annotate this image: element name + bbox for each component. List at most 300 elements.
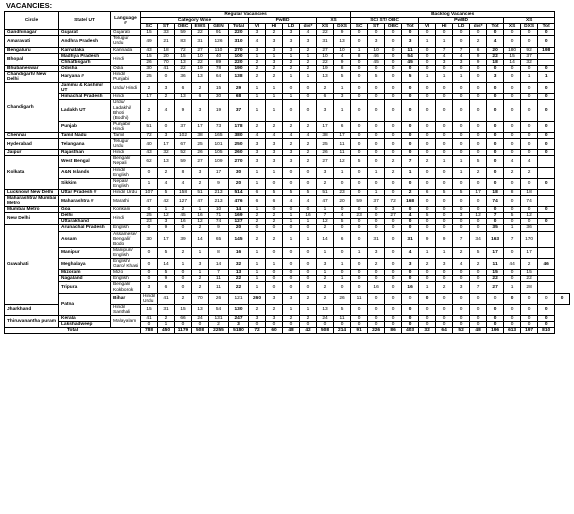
value-cell: 0 — [385, 270, 402, 276]
value-cell: 15 — [209, 83, 229, 94]
value-cell: 0 — [436, 132, 453, 138]
value-cell: 0 — [402, 121, 419, 132]
total-value-cell: 403 — [402, 328, 419, 334]
value-cell: 0 — [385, 100, 402, 121]
value-cell: 0 — [419, 94, 436, 100]
value-cell: 0 — [419, 322, 436, 328]
backlog-col-header: Tot — [538, 24, 555, 30]
circle-header: Circle — [5, 12, 59, 30]
value-cell: 32 — [158, 150, 175, 156]
value-cell: 0 — [504, 94, 521, 100]
value-cell: 4 — [158, 100, 175, 121]
value-cell: 0 — [300, 94, 317, 100]
value-cell: 0 — [487, 132, 504, 138]
value-cell: 0 — [470, 315, 487, 321]
value-cell: 0 — [300, 247, 317, 258]
value-cell: 1 — [334, 276, 351, 282]
value-cell: 0 — [368, 213, 385, 219]
value-cell: 16 — [300, 213, 317, 219]
value-cell: 0 — [385, 59, 402, 65]
state-cell: Punjab — [59, 121, 111, 132]
value-cell: 72 — [385, 196, 402, 207]
value-cell: 0 — [334, 225, 351, 231]
value-cell: 17 — [487, 247, 504, 258]
value-cell: 0 — [419, 139, 436, 150]
table-row — [5, 156, 570, 167]
state-cell: Sikkim — [59, 178, 111, 189]
value-cell: 2 — [283, 139, 300, 150]
value-cell: 18 — [487, 59, 504, 65]
state-cell: Lakshadweep — [59, 322, 111, 328]
value-cell: 100 — [229, 53, 249, 59]
value-cell: 270 — [229, 47, 249, 53]
circle-cell: Mumbai Metro — [5, 207, 59, 213]
value-cell: 0 — [402, 270, 419, 276]
value-cell: 0 — [402, 150, 419, 156]
value-cell: 46 — [368, 53, 385, 59]
value-cell: 0 — [436, 65, 453, 71]
value-cell: 0 — [385, 65, 402, 71]
value-cell: 0 — [300, 259, 317, 270]
value-cell: 25 — [192, 139, 209, 150]
value-cell: 2 — [192, 225, 209, 231]
circle-cell: Bhopal — [5, 53, 59, 65]
backlog-col-header: DXS — [521, 24, 538, 30]
value-cell: 65 — [209, 231, 229, 247]
value-cell: 1 — [249, 100, 266, 121]
value-cell: 0 — [487, 207, 504, 213]
value-cell: 7 — [402, 156, 419, 167]
value-cell: 0 — [538, 219, 555, 225]
state-cell: Kerala — [59, 315, 111, 321]
value-cell: 0 — [419, 30, 436, 36]
value-cell: 11 — [209, 282, 229, 293]
value-cell: 5 — [158, 247, 175, 258]
value-cell: 2 — [249, 304, 266, 315]
value-cell: 44 — [504, 259, 521, 270]
value-cell: 0 — [487, 121, 504, 132]
value-cell: 2 — [283, 59, 300, 65]
value-cell: 0 — [521, 94, 538, 100]
value-cell: 0 — [351, 65, 368, 71]
value-cell: 0 — [283, 100, 300, 121]
value-cell: 2 — [419, 259, 436, 270]
value-cell: 0 — [504, 270, 521, 276]
total-value-cell: 52 — [453, 328, 470, 334]
state-cell: Uttarakhand — [59, 219, 111, 225]
value-cell: 20 — [487, 47, 504, 53]
value-cell: 0 — [368, 65, 385, 71]
backlog-col-header: ST — [368, 24, 385, 30]
value-cell: 89 — [209, 59, 229, 65]
value-cell: 0 — [141, 259, 158, 270]
value-cell: 0 — [402, 30, 419, 36]
value-cell: 12 — [158, 213, 175, 219]
value-cell: 2 — [175, 293, 192, 304]
value-cell: 127 — [175, 196, 192, 207]
value-cell: 1 — [266, 259, 283, 270]
value-cell: 2 — [300, 150, 317, 156]
value-cell: 165 — [209, 132, 229, 138]
value-cell: 17 — [158, 231, 175, 247]
value-cell: 4 — [158, 178, 175, 189]
value-cell: 0 — [487, 293, 504, 304]
value-cell: 0 — [470, 71, 487, 82]
value-cell: 0 — [419, 65, 436, 71]
value-cell: 4 — [402, 213, 419, 219]
value-cell: 220 — [229, 30, 249, 36]
value-cell: 0 — [402, 315, 419, 321]
value-cell: 0 — [368, 139, 385, 150]
language-cell: Hindi — [111, 53, 141, 65]
value-cell: 3 — [249, 315, 266, 321]
value-cell: 220 — [229, 59, 249, 65]
value-cell: 514 — [229, 189, 249, 195]
value-cell: 178 — [229, 121, 249, 132]
value-cell: 32 — [229, 259, 249, 270]
total-value-cell: 508 — [192, 328, 209, 334]
value-cell: 127 — [229, 219, 249, 225]
value-cell: 1 — [300, 53, 317, 59]
value-cell: 5 — [266, 189, 283, 195]
value-cell: 9 — [470, 59, 487, 65]
value-cell: 37 — [368, 196, 385, 207]
value-cell: 14 — [317, 231, 334, 247]
regular-col-header: VI — [249, 24, 266, 30]
value-cell: 126 — [209, 36, 229, 47]
total-value-cell: 5180 — [229, 328, 249, 334]
value-cell: 3 — [334, 94, 351, 100]
value-cell: 0 — [351, 71, 368, 82]
value-cell: 1 — [249, 83, 266, 94]
value-cell: 0 — [419, 225, 436, 231]
table-row — [5, 247, 570, 258]
value-cell: 0 — [283, 259, 300, 270]
value-cell: 0 — [351, 100, 368, 121]
value-cell: 0 — [385, 322, 402, 328]
value-cell: 3 — [249, 30, 266, 36]
state-cell: Odisha — [59, 65, 111, 71]
value-cell: 101 — [209, 139, 229, 150]
circle-cell: Patna — [59, 293, 111, 315]
value-cell — [538, 247, 555, 258]
value-cell: 6 — [334, 121, 351, 132]
state-cell: Haryana # — [59, 71, 111, 82]
value-cell: 0 — [283, 167, 300, 178]
value-cell: 3 — [192, 167, 209, 178]
value-cell: 1 — [419, 71, 436, 82]
total-label: Total — [5, 328, 141, 334]
value-cell: 29 — [229, 83, 249, 94]
value-cell: 3 — [385, 207, 402, 213]
state-cell: Manipur — [59, 247, 111, 258]
value-cell: 0 — [351, 150, 368, 156]
value-cell: 0 — [158, 71, 175, 82]
xs-header: XS — [317, 18, 351, 24]
value-cell: 0 — [351, 94, 368, 100]
value-cell: 54 — [209, 304, 229, 315]
backlog-pwbd-header: PwBD — [419, 18, 504, 24]
state-cell: Arunachal Pradesh — [59, 225, 111, 231]
value-cell: 10 — [334, 47, 351, 53]
value-cell: 14 — [192, 231, 209, 247]
value-cell: 0 — [538, 150, 555, 156]
value-cell: 5 — [470, 156, 487, 167]
value-cell: 1 — [334, 100, 351, 121]
value-cell: 0 — [351, 225, 368, 231]
value-cell: 9 — [209, 178, 229, 189]
state-cell: Ladakh UT — [59, 100, 111, 121]
value-cell: 1 — [368, 189, 385, 195]
value-cell: 0 — [521, 304, 538, 315]
value-cell: 5 — [334, 304, 351, 315]
value-cell: 0 — [266, 178, 283, 189]
value-cell: 1 — [300, 219, 317, 225]
value-cell: 22 — [521, 276, 538, 282]
value-cell: 5 — [419, 213, 436, 219]
value-cell: 3 — [266, 59, 283, 65]
value-cell: 0 — [266, 282, 283, 293]
value-cell: 17 — [334, 132, 351, 138]
value-cell: 74 — [521, 196, 538, 207]
value-cell: 0 — [487, 94, 504, 100]
value-cell: 1 — [317, 270, 334, 276]
value-cell: 3 — [283, 293, 300, 304]
backlog-col-header: Tot — [402, 24, 419, 30]
value-cell: 51 — [317, 189, 334, 195]
value-cell: 0 — [141, 207, 158, 213]
circle-cell: Chandigarh — [5, 83, 59, 133]
value-cell: 4 — [283, 196, 300, 207]
circle-cell: Hyderabad — [5, 139, 59, 150]
value-cell: 1 — [249, 282, 266, 293]
value-cell: 2 — [249, 213, 266, 219]
value-cell: 1 — [141, 178, 158, 189]
value-cell: 3 — [249, 150, 266, 156]
value-cell: 23 — [334, 189, 351, 195]
value-cell: 0 — [453, 196, 470, 207]
value-cell: 0 — [402, 94, 419, 100]
value-cell: 0 — [249, 322, 266, 328]
value-cell: 0 — [453, 219, 470, 225]
value-cell: 0 — [487, 178, 504, 189]
value-cell: 40 — [141, 139, 158, 150]
value-cell: 0 — [351, 36, 368, 47]
value-cell: 0 — [385, 304, 402, 315]
value-cell: 92 — [521, 47, 538, 53]
total-value-cell: 197 — [521, 328, 538, 334]
value-cell: 3 — [453, 59, 470, 65]
value-cell: 83 — [175, 36, 192, 47]
value-cell: 0 — [453, 139, 470, 150]
language-cell: Konkani — [111, 207, 141, 213]
value-cell: 2 — [300, 59, 317, 65]
table-row — [5, 259, 570, 270]
value-cell: 4 — [504, 156, 521, 167]
value-cell: 0 — [470, 121, 487, 132]
state-cell: Bihar — [111, 293, 141, 304]
language-cell: Kannada — [111, 47, 141, 53]
value-cell: 8 — [504, 189, 521, 195]
value-cell: 0 — [487, 83, 504, 94]
circle-cell: Maharashtra/ Mumbai Metro — [5, 196, 59, 207]
value-cell: 0 — [436, 94, 453, 100]
value-cell: 0 — [317, 322, 334, 328]
value-cell: 0 — [419, 132, 436, 138]
table-row — [5, 196, 570, 207]
value-cell: 0 — [402, 219, 419, 225]
value-cell: 138 — [229, 71, 249, 82]
value-cell: 0 — [368, 150, 385, 156]
value-cell: 11 — [402, 47, 419, 53]
value-cell: 0 — [504, 71, 521, 82]
value-cell: 0 — [453, 270, 470, 276]
value-cell: 0 — [538, 132, 555, 138]
value-cell: 0 — [504, 100, 521, 121]
value-cell: 1 — [175, 259, 192, 270]
value-cell: 1 — [266, 167, 283, 178]
language-cell: Urdu/ Hindi — [111, 83, 141, 94]
value-cell: 45 — [402, 59, 419, 65]
value-cell: 45 — [368, 59, 385, 65]
language-cell: Gujarati — [111, 30, 141, 36]
value-cell: 1 — [283, 231, 300, 247]
value-cell: 16 — [175, 219, 192, 225]
value-cell: 1 — [192, 247, 209, 258]
value-cell: 6 — [334, 231, 351, 247]
value-cell: 2 — [249, 121, 266, 132]
value-cell: 0 — [402, 100, 419, 121]
state-cell: Delhi — [59, 213, 111, 219]
value-cell: 0 — [436, 315, 453, 321]
value-cell: 0 — [175, 225, 192, 231]
value-cell: 1 — [266, 94, 283, 100]
circle-cell: Gandhinagar — [5, 30, 59, 36]
value-cell: 1 — [249, 167, 266, 178]
value-cell: 0 — [249, 225, 266, 231]
value-cell: 0 — [487, 150, 504, 156]
value-cell: 476 — [229, 196, 249, 207]
value-cell: 0 — [283, 276, 300, 282]
value-cell: 0 — [368, 132, 385, 138]
value-cell: 70 — [158, 59, 175, 65]
value-cell: 1 — [419, 282, 436, 293]
value-cell: 7 — [436, 47, 453, 53]
value-cell: 1 — [158, 207, 175, 213]
value-cell: 1 — [249, 53, 266, 59]
value-cell: 2 — [300, 293, 317, 304]
value-cell: 2 — [402, 189, 419, 195]
value-cell: 5 — [453, 189, 470, 195]
value-cell: 59 — [175, 156, 192, 167]
value-cell: 0 — [436, 139, 453, 150]
value-cell: 0 — [419, 270, 436, 276]
value-cell: 78 — [209, 65, 229, 71]
value-cell: 20 — [229, 225, 249, 231]
value-cell: 1 — [504, 225, 521, 231]
value-cell: 12 — [192, 219, 209, 225]
value-cell: 0 — [538, 30, 555, 36]
value-cell: 2 — [266, 231, 283, 247]
value-cell: 0 — [436, 100, 453, 121]
value-cell: 0 — [266, 247, 283, 258]
value-cell: 24 — [192, 315, 209, 321]
value-cell: 22 — [487, 53, 504, 59]
value-cell: 0 — [402, 225, 419, 231]
value-cell: 0 — [538, 315, 555, 321]
value-cell: 14 — [504, 59, 521, 65]
value-cell: 74 — [209, 219, 229, 225]
value-cell: 1 — [419, 247, 436, 258]
value-cell: 16 — [192, 213, 209, 219]
total-value-cell: 60 — [266, 328, 283, 334]
value-cell: 0 — [351, 207, 368, 213]
value-cell: 13 — [317, 304, 334, 315]
value-cell: 4 — [453, 259, 470, 270]
value-cell: 0 — [351, 322, 368, 328]
value-cell: 7 — [317, 213, 334, 219]
value-cell: 22 — [487, 276, 504, 282]
value-cell: 2 — [283, 315, 300, 321]
value-cell: 0 — [436, 30, 453, 36]
value-cell: 3 — [368, 36, 385, 47]
value-cell: 0 — [300, 100, 317, 121]
regular-col-header: OBC — [175, 24, 192, 30]
value-cell: 33 — [158, 30, 175, 36]
value-cell: 0 — [521, 219, 538, 225]
value-cell: 1 — [300, 231, 317, 247]
value-cell: 0 — [385, 189, 402, 195]
value-cell: 13 — [192, 71, 209, 82]
circle-cell: Guwahati — [5, 225, 59, 304]
value-cell: 0 — [351, 276, 368, 282]
value-cell: 1 — [504, 282, 521, 293]
value-cell: 43 — [141, 47, 158, 53]
language-cell: Hindi/ Santhali — [111, 304, 141, 315]
value-cell: 2 — [419, 156, 436, 167]
value-cell: 0 — [300, 207, 317, 213]
value-cell: 0 — [300, 83, 317, 94]
value-cell: 1 — [283, 219, 300, 225]
value-cell: 4 — [283, 132, 300, 138]
value-cell: 2 — [300, 315, 317, 321]
value-cell: 27 — [385, 213, 402, 219]
value-cell: 59 — [351, 196, 368, 207]
value-cell: 3 — [487, 71, 504, 82]
value-cell: 7 — [453, 231, 470, 247]
value-cell: 0 — [300, 282, 317, 293]
value-cell: 6 — [470, 47, 487, 53]
value-cell: 4 — [436, 53, 453, 59]
value-cell: 0 — [453, 100, 470, 121]
value-cell: 1 — [249, 207, 266, 213]
value-cell: 0 — [521, 132, 538, 138]
value-cell: 2 — [266, 304, 283, 315]
value-cell: 121 — [229, 293, 249, 304]
value-cell: 3 — [283, 150, 300, 156]
value-cell: 0 — [283, 270, 300, 276]
value-cell: 0 — [453, 178, 470, 189]
value-cell: 0 — [368, 304, 385, 315]
value-cell: 0 — [334, 207, 351, 213]
value-cell: 0 — [351, 282, 368, 293]
language-cell: Malayalam — [111, 315, 141, 327]
value-cell: 6 — [192, 94, 209, 100]
state-cell: Jharkhand — [5, 304, 59, 315]
value-cell: 2 — [317, 178, 334, 189]
value-cell: 2 — [385, 167, 402, 178]
value-cell: 9 — [470, 53, 487, 59]
